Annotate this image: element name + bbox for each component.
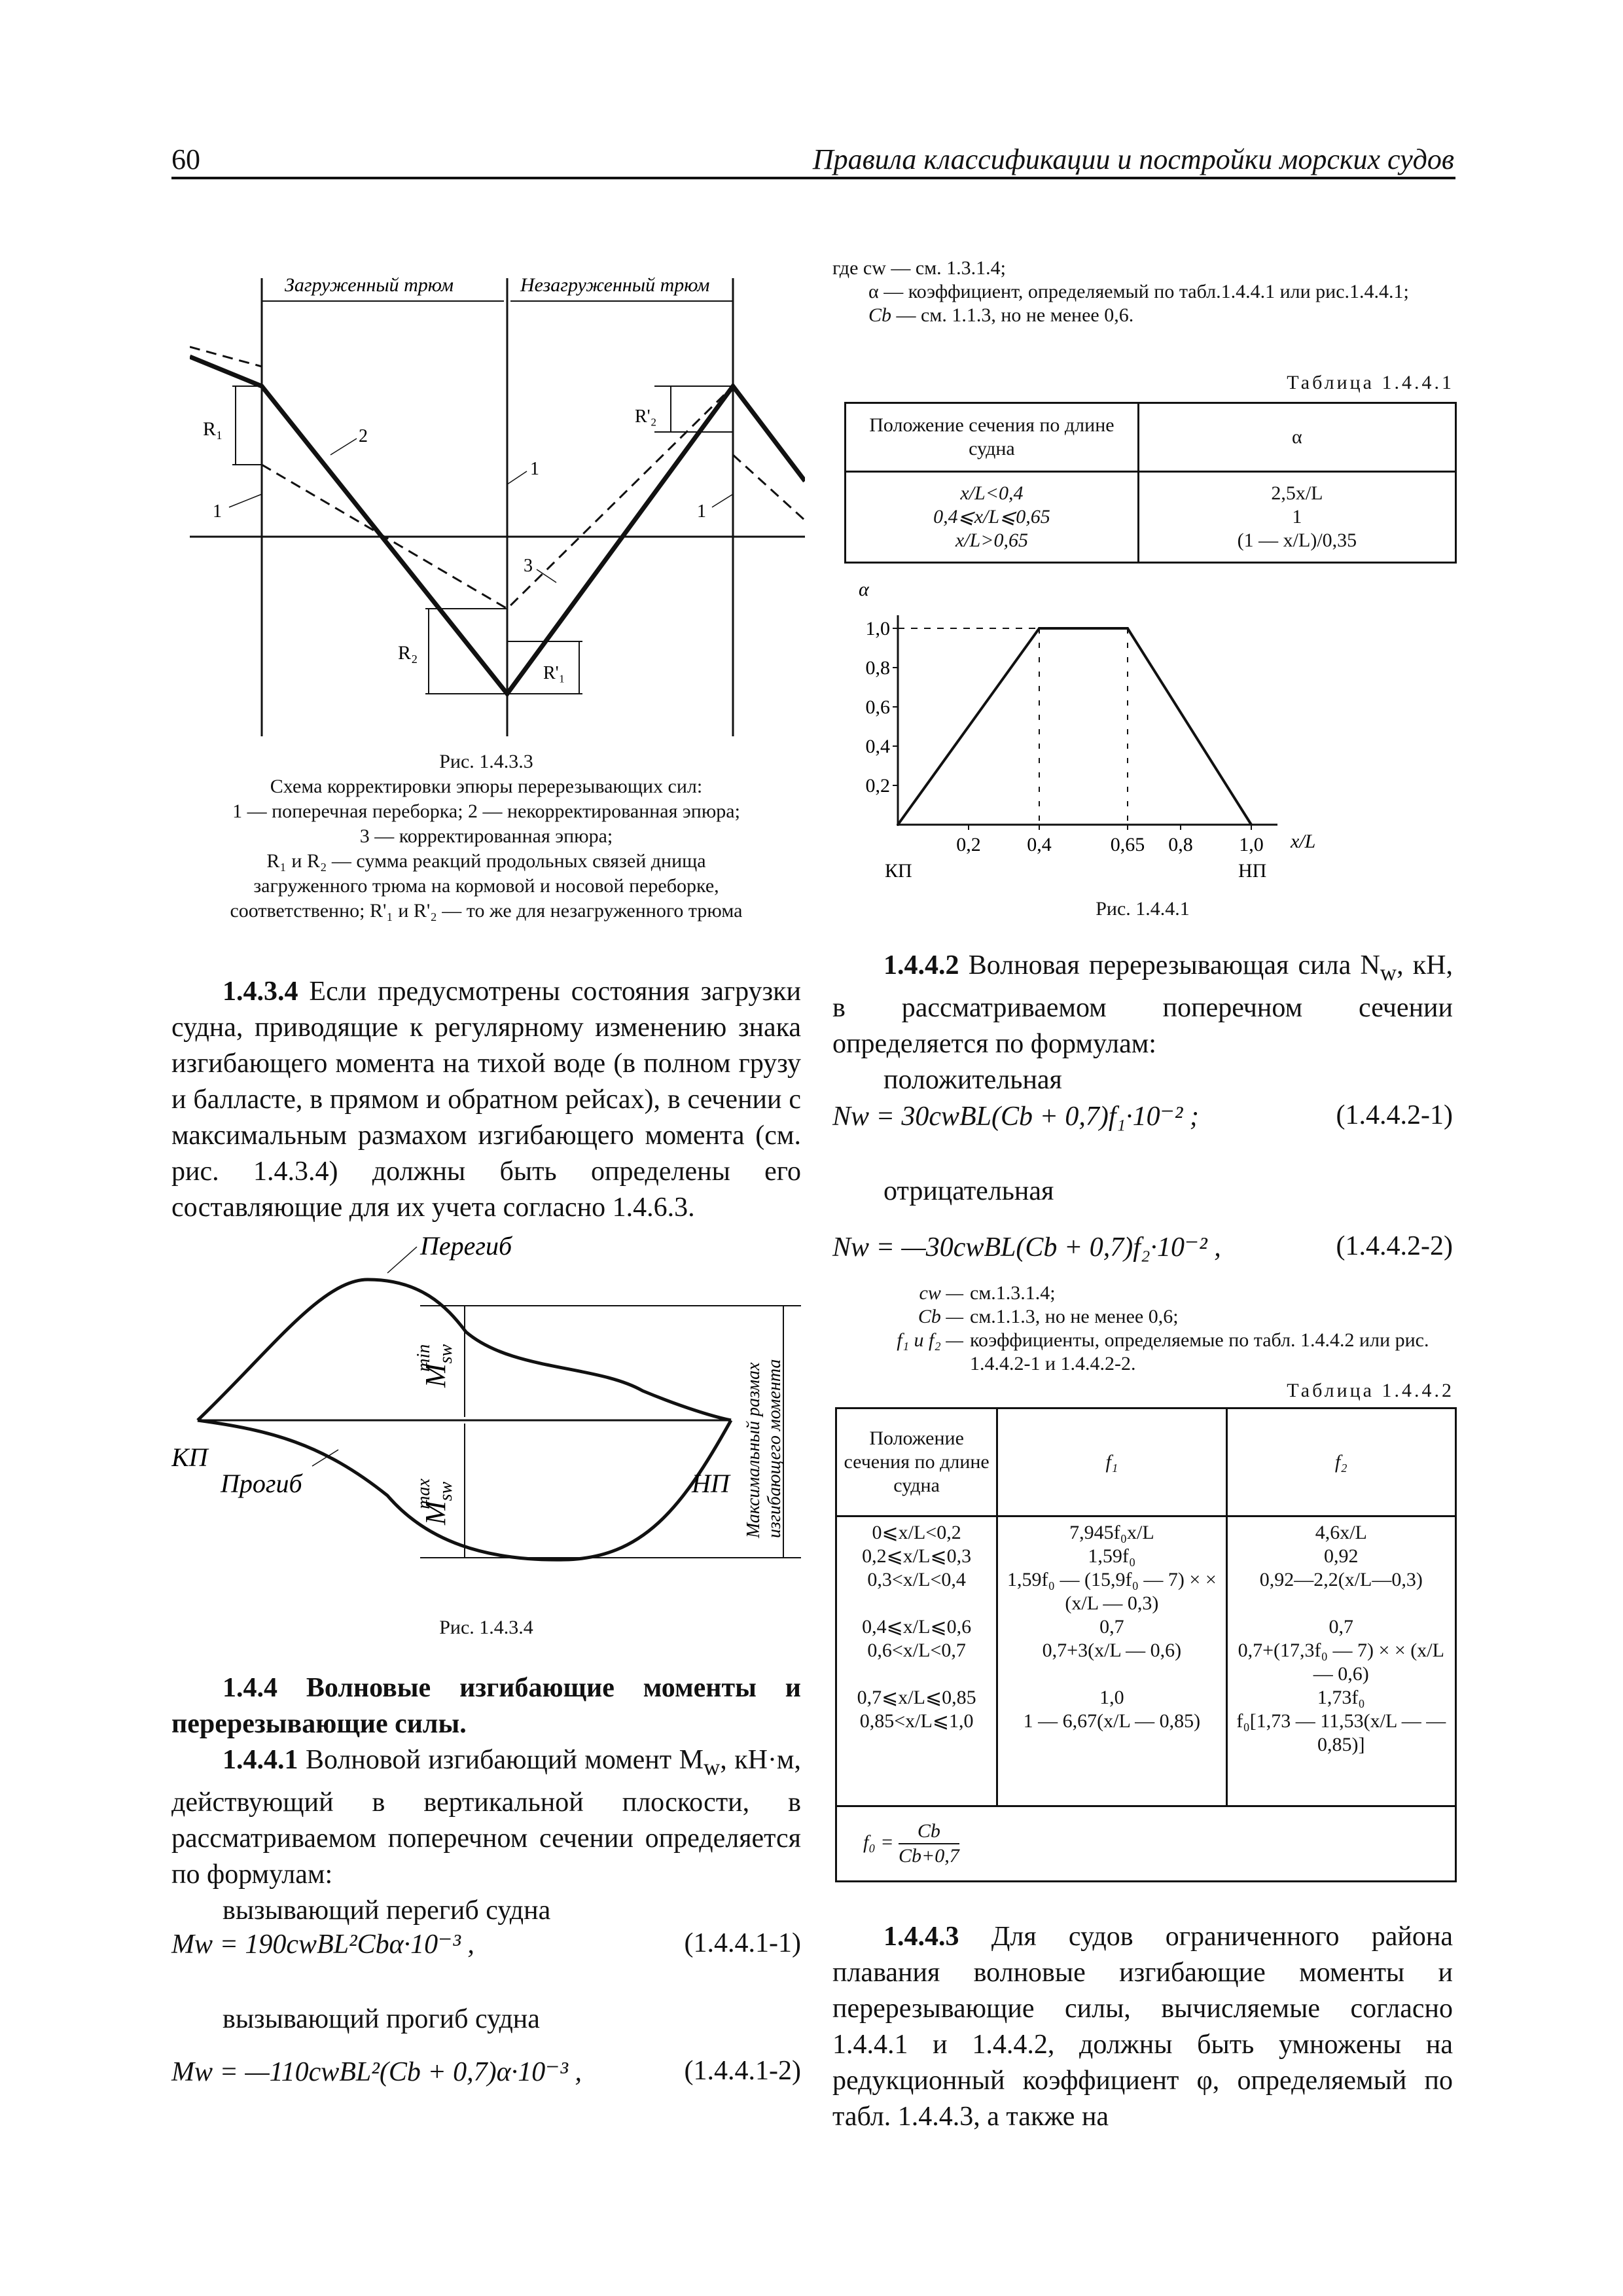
y-tick-label: 1,0 <box>865 618 890 639</box>
label-hog: Перегиб <box>420 1234 512 1261</box>
table-1-4-4-2-caption: Таблица 1.4.4.2 <box>1287 1380 1454 1401</box>
running-title: Правила классификации и постройки морских судов <box>812 143 1454 175</box>
table-cell: 4,6x/L 0,92 0,92—2,2(x/L—0,3) 0,7 0,7+(17,3f₀ — 7) × × (x/L — 0,6) 1,73f₀ f₀[1,73 — 11,53(x/L — — 0,85)] <box>1226 1516 1455 1806</box>
formula-label: отрицательная <box>883 1176 1054 1206</box>
formula-1-4-4-1-2 <box>171 2055 801 2088</box>
where-line: Cb — см. 1.1.3, но не менее 0,6. <box>868 304 1134 326</box>
caption-title: Рис. 1.4.3.3 <box>439 751 533 772</box>
label-1-left: 1 <box>213 501 222 522</box>
subscript: w <box>1380 960 1397 986</box>
table-cell: x/L<0,4 0,4⩽x/L⩽0,65 x/L>0,65 <box>846 472 1139 563</box>
table-footnote: f₀ = $\frac{Cb}{Cb+0,7}$ <box>836 1806 1456 1882</box>
paragraph-number: 1.4.4.2 <box>883 950 959 980</box>
where-block-2 <box>832 1282 1453 1376</box>
formula-label: вызывающий перегиб судна <box>223 1895 551 1926</box>
header-rule <box>171 177 1455 179</box>
where-line: Cb — см.1.1.3, но не менее 0,6; <box>918 1306 1179 1327</box>
paragraph-number: 1.4.4.3 <box>883 1922 959 1952</box>
where-line: α — коэффициент, определяемый по табл.1.4.4.1 или рис.1.4.4.1; <box>868 281 1409 302</box>
caption-line: соответственно; R'₁ и R'₂ — то же для незагруженного трюма <box>230 900 743 922</box>
label-msw-max: $M_{sw}\max$ <box>414 1479 456 1525</box>
table-header: f₂ <box>1226 1408 1455 1516</box>
table-1-4-4-1 <box>844 402 1457 564</box>
table-header: Положение сечения по длине судна <box>846 403 1139 472</box>
page-number: 60 <box>171 143 200 175</box>
paragraph-text: , кН·м, действующий в вертикальной плоскости, в рассматриваемом поперечном сечении определяется по формулам: <box>171 1745 802 1890</box>
x-end-label: НП <box>1238 860 1267 882</box>
diagram-uncorrected <box>190 357 805 694</box>
formula-label: положительная <box>883 1065 1062 1096</box>
table-cell: 0⩽x/L<0,2 0,2⩽x/L⩽0,3 0,3<x/L<0,4 0,4⩽x/L⩽0,6 0,6<x/L<0,7 0,7⩽x/L⩽0,85 0,85<x/L⩽1,0 <box>836 1516 997 1806</box>
y-tick-label: 0,6 <box>865 696 890 718</box>
paragraph-text: Для судов ограниченного района плавания волновые изгибающие моменты и перерезывающие силы, вычисляемые согласно 1.4.4.1 и 1.4.4.2, должны быть умножены на редукционный коэффициент φ, определяемый по табл. 1.4.4.3, а также на <box>832 1922 1454 2132</box>
where-line: cw — см.1.3.1.4; <box>919 1282 1056 1304</box>
formula-number: (1.4.4.1-1) <box>684 1928 801 1958</box>
y-axis-label: α <box>859 579 869 600</box>
where-line: f₁ и f₂ — коэффициенты, определяемые по табл. 1.4.4.2 или рис. 1.4.4.2-1 и 1.4.4.2-2. <box>897 1329 1429 1374</box>
formula-body: Nw = —30cwBL(Cb + 0,7)f₂·10⁻² , <box>832 1232 1221 1263</box>
paragraph-text: Если предусмотрены состояния загрузки судна, приводящие к регулярному изменению знака изгибающего момента на тихой воде (в полном грузу и балласте, в прямом и обратном рейсах), в сечении с максимальным размахом изгибающего момента (см. рис. 1.4.3.4) должны быть определены его составляющие для их учета согласно 1.4.6.3. <box>171 977 801 1223</box>
label-range-2: изгибающего момента <box>764 1359 785 1538</box>
data-point <box>897 823 899 826</box>
label-sag: Прогиб <box>221 1469 302 1498</box>
label-R2: R₂ <box>398 642 418 664</box>
formula-body: Mw = 190cwBL²Cbα·10⁻³ , <box>171 1929 474 1960</box>
where-block-1 <box>832 257 1453 327</box>
subscript: w <box>703 1754 721 1780</box>
caption-line: 3 — корректированная эпюра; <box>359 825 613 847</box>
formula-body: Nw = 30cwBL(Cb + 0,7)f₁·10⁻² ; <box>832 1102 1199 1132</box>
x-tick-label: 1,0 <box>1239 834 1264 855</box>
table-header: α <box>1138 403 1455 472</box>
table-1-4-4-2 <box>835 1407 1457 1882</box>
formula-body: Mw = —110cwBL²(Cb + 0,7)α·10⁻³ , <box>171 2057 582 2087</box>
caption-line: R₁ и R₂ — сумма реакций продольных связей днища <box>266 850 706 872</box>
y-tick-label: 0,8 <box>865 657 890 679</box>
table-1-4-4-1-caption: Таблица 1.4.4.1 <box>1287 372 1454 393</box>
label-R2-prime: R'₂ <box>635 406 657 427</box>
caption-line: 1 — поперечная переборка; 2 — некорректированная эпюра; <box>232 800 740 822</box>
section-heading: 1.4.4 Волновые изгибающие моменты и перерезывающие силы. <box>171 1673 801 1739</box>
table-header: f₁ <box>997 1408 1226 1516</box>
paragraph-1-4-4-3 <box>832 1919 1453 2135</box>
data-point <box>1126 627 1129 630</box>
label-1-middle: 1 <box>530 459 539 479</box>
formula-number: (1.4.4.2-2) <box>1336 1231 1453 1261</box>
table-cell: 2,5x/L 1 (1 — x/L)/0,35 <box>1138 472 1455 563</box>
x-tick-label: 0,65 <box>1110 834 1145 855</box>
label-range-1: Максимальный размах <box>743 1362 764 1538</box>
formula-number: (1.4.4.1-2) <box>684 2056 801 2086</box>
figure-1-4-3-4 <box>171 1234 801 1574</box>
x-start-label: КП <box>885 860 912 882</box>
where-line: где cw — см. 1.3.1.4; <box>832 257 1007 279</box>
x-tick-label: 0,4 <box>1027 834 1052 855</box>
x-axis-label: x/L <box>1291 831 1316 852</box>
figure-1-4-4-1-caption: Рис. 1.4.4.1 <box>1096 898 1190 920</box>
label-R1: R₁ <box>203 418 223 440</box>
data-point <box>1250 823 1253 826</box>
y-tick-label: 0,2 <box>865 775 890 797</box>
caption-line: Схема корректировки эпюры перерезывающих сил: <box>270 776 703 797</box>
formula-label: вызывающий прогиб судна <box>223 2004 540 2034</box>
paragraph-text: Волновой изгибающий момент M <box>305 1745 704 1775</box>
data-point <box>1038 627 1041 630</box>
series-alpha-line <box>898 628 1251 825</box>
figure-1-4-4-1-chart <box>844 576 1459 890</box>
formula-label-sag <box>171 2001 801 2037</box>
paragraph-1-4-4-2 <box>832 948 1453 1098</box>
x-tick-label: 0,2 <box>956 834 981 855</box>
label-empty-hold: Незагруженный трюм <box>520 274 710 296</box>
figure-1-4-3-3 <box>190 259 805 743</box>
paragraph-number: 1.4.3.4 <box>223 977 298 1007</box>
paragraph-text: Волновая перерезывающая сила N <box>968 950 1380 980</box>
formula-1-4-4-2-2 <box>832 1230 1453 1263</box>
figure-1-4-3-3-caption <box>171 749 801 924</box>
label-np: НП <box>692 1469 730 1498</box>
paragraph-1-4-3-4 <box>171 974 801 1226</box>
formula-label-neg <box>832 1174 1453 1210</box>
table-header: Положение сечения по длине судна <box>836 1408 997 1516</box>
label-msw-min: $M_{sw}\min$ <box>414 1344 456 1388</box>
formula-1-4-4-1-1 <box>171 1928 801 1960</box>
label-3: 3 <box>524 556 533 576</box>
table-cell: 7,945f₀x/L 1,59f₀ 1,59f₀ — (15,9f₀ — 7) × × (x/L — 0,3) 0,7 0,7+3(x/L — 0,6) 1,0 1 — 6,67(x/L — 0,85) <box>997 1516 1226 1806</box>
y-tick-label: 0,4 <box>865 736 890 757</box>
label-kp: КП <box>171 1443 208 1472</box>
paragraph-text: , кН, в рассматриваемом поперечном сечении определяется по формулам: <box>832 950 1453 1060</box>
label-loaded-hold: Загруженный трюм <box>285 274 454 296</box>
caption-line: загруженного трюма на кормовой и носовой переборке, <box>253 875 719 897</box>
label-1-right: 1 <box>697 501 706 522</box>
figure-1-4-3-4-caption: Рис. 1.4.3.4 <box>439 1617 533 1638</box>
x-tick-label: 0,8 <box>1168 834 1193 855</box>
label-R1-prime: R'₁ <box>543 663 565 683</box>
formula-1-4-4-2-1 <box>832 1100 1453 1132</box>
formula-number: (1.4.4.2-1) <box>1336 1100 1453 1130</box>
section-1-4-4 <box>171 1670 801 1929</box>
label-2: 2 <box>359 426 368 446</box>
paragraph-number: 1.4.4.1 <box>223 1745 298 1775</box>
